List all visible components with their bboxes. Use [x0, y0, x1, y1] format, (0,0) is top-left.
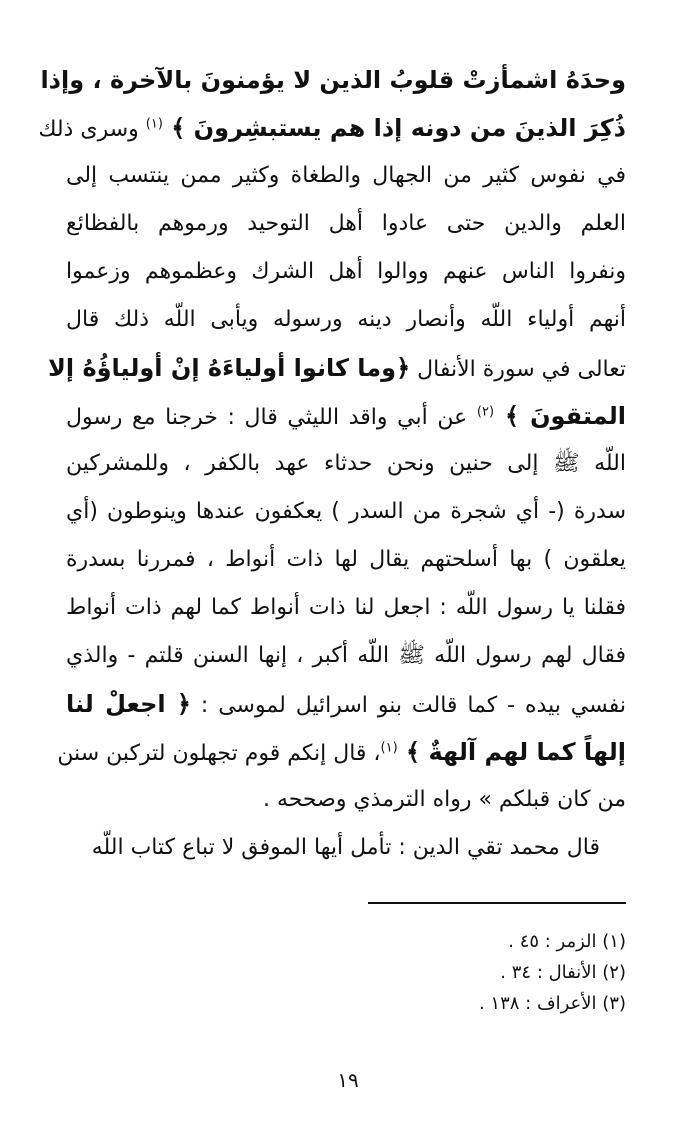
text-line [66, 200, 626, 248]
footnote-ref: (١) [380, 740, 398, 756]
text-run: يعلقون ) بها أسلحتهم يقال لها ذات أنواط ، فمررنا بسدرة [66, 547, 626, 572]
footnotes-list [226, 926, 626, 1019]
text-run: ، قال إنكم قوم تجهلون لتركبن سنن [57, 741, 381, 766]
text-line [66, 392, 626, 440]
text-line [66, 632, 626, 680]
text-line [66, 440, 626, 488]
text-run: العلم والدين حتى عادوا أهل التوحيد ورموهم بالفظائع [66, 211, 626, 236]
text-line [66, 776, 626, 824]
page-number: ١٩ [337, 1068, 359, 1092]
text-line [66, 152, 626, 200]
text-line [40, 56, 626, 104]
text-line [66, 488, 626, 536]
footnote-ref: (١) [145, 116, 163, 132]
quran-quote: إلهاً كما لهم آلهةٌ ﴾ [397, 738, 626, 766]
footnote-3: (٣) الأعراف : ١٣٨ . [478, 993, 626, 1014]
text-run: تعالى في سورة الأنفال [410, 357, 626, 382]
text-run: قال محمد تقي الدين : تأمل أيها الموفق لا تباع كتاب اللّه [91, 835, 600, 860]
text-run: اللّه ﷺ إلى حنين ونحن حدثاء عهد بالكفر ، وللمشركين [66, 451, 626, 476]
text-line [66, 296, 626, 344]
text-run: ونفروا الناس عنهم ووالوا أهل الشرك وعظموهم وزعموا [66, 259, 626, 284]
text-run: من كان قبلكم » رواه الترمذي وصححه . [262, 787, 626, 812]
text-line [66, 248, 626, 296]
footnote-ref: (٢) [476, 404, 495, 420]
text-line [38, 104, 626, 152]
text-line [57, 728, 626, 776]
text-line [66, 536, 626, 584]
text-line [66, 680, 626, 728]
text-run: أنهم أولياء اللّه وأنصار دينه ورسوله ويأبى اللّه ذلك قال [66, 307, 626, 332]
text-run: عن أبي واقد الليثي قال : خرجنا مع رسول [66, 405, 477, 430]
text-run: فقال لهم رسول اللّه ﷺ اللّه أكبر ، إنها السنن قلتم - والذي [66, 643, 626, 668]
quran-quote: المتقونَ ﴾ [494, 402, 626, 430]
text-run: سدرة (- أي شجرة من السدر ) يعكفون عندها وينوطون (أي [66, 499, 626, 524]
main-text [38, 56, 626, 872]
text-run: في نفوس كثير من الجهال والطغاة وكثير ممن ينتسب إلى [66, 163, 626, 188]
text-line [47, 344, 626, 392]
text-line [66, 584, 626, 632]
quran-quote: ﴿وما كانوا أولياءَهُ إنْ أولياؤُهُ إلا [47, 354, 411, 382]
quran-quote: ﴿ اجعلْ لنا [66, 690, 191, 718]
quran-quote: وحدَهُ اشمأزتْ قلوبُ الذين لا يؤمنونَ بالآخرة ، وإذا [40, 66, 626, 94]
footnote-2: (٢) الأنفال : ٣٤ . [500, 962, 626, 983]
text-run: نفسي بيده - كما قالت بنو اسرائيل لموسى : [190, 693, 626, 718]
text-line [66, 824, 626, 872]
quran-quote: ذُكِرَ الذينَ من دونه إذا هم يستبشِرونَ ﴾ [162, 114, 626, 142]
text-run: وسرى ذلك [38, 117, 146, 142]
footnote-1: (١) الزمر : ٤٥ . [508, 931, 626, 952]
footnote-divider [368, 902, 626, 904]
text-run: فقلنا يا رسول اللّه : اجعل لنا ذات أنواط كما لهم ذات أنواط [66, 595, 626, 620]
